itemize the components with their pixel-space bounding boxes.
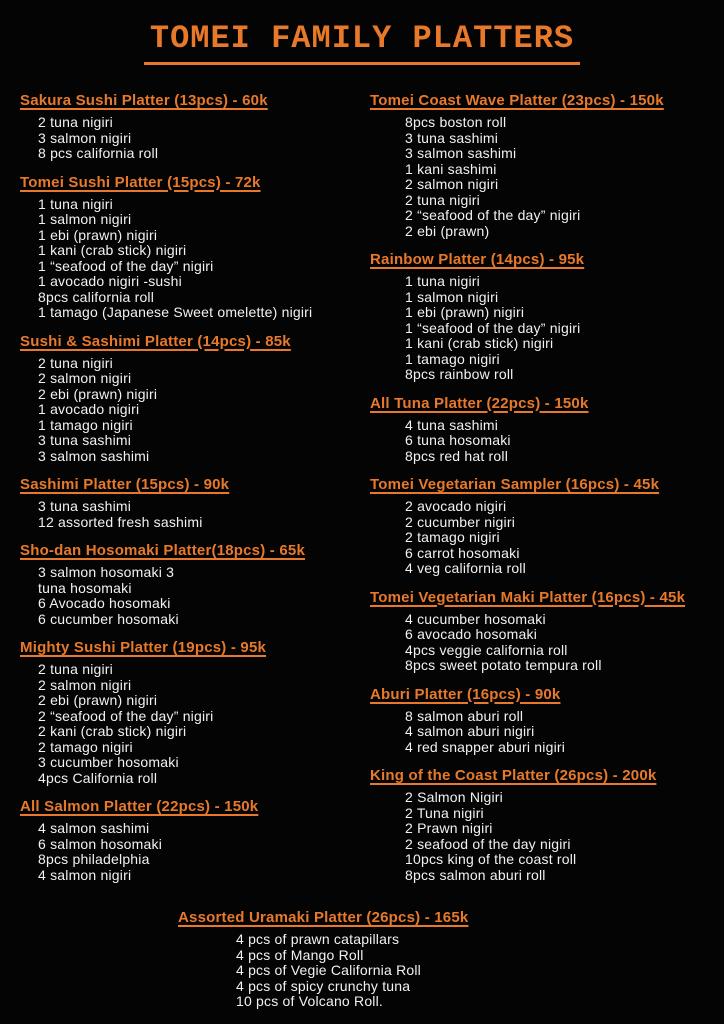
platter-item: 2 cucumber nigiri [405, 513, 515, 530]
platter-item: 8pcs california roll [38, 288, 155, 305]
platter-item: 3 salmon sashimi [38, 447, 150, 464]
platter-heading: Rainbow Platter (14pcs) - 95k [370, 251, 585, 268]
platter-section [178, 909, 724, 1010]
platter-item: 1 tamago nigiri [38, 416, 133, 433]
platter-item: 1 tuna nigiri [405, 273, 480, 289]
platter-item: 6 carrot hosomaki [405, 544, 520, 561]
platter-item: 4 salmon sashimi [38, 820, 150, 836]
platter-item: 8pcs salmon aburi roll [405, 866, 546, 883]
platter-item: 8pcs rainbow roll [405, 366, 514, 382]
platter-item: 4 pcs of Vegie California Roll [236, 962, 421, 978]
platter-item: 4 red snapper aburi nigiri [405, 738, 566, 755]
platter-item: 3 cucumber hosomaki [38, 754, 179, 770]
platter-heading: King of the Coast Platter (26pcs) - 200k [370, 767, 657, 784]
platter-section [370, 476, 706, 577]
platter-item: 3 salmon sashimi [405, 145, 517, 161]
platter-section [370, 395, 706, 465]
platter-item: 10pcs king of the coast roll [405, 851, 577, 867]
platter-section [20, 542, 370, 627]
platter-item-list [38, 499, 370, 530]
platter-item: 1 kani sashimi [405, 160, 497, 177]
platter-heading: Sakura Sushi Platter (13pcs) - 60k [20, 92, 268, 109]
platter-item-list [405, 790, 706, 883]
platter-heading: Sushi & Sashimi Platter (14pcs) - 85k [20, 332, 291, 350]
platter-item: 1 avocado nigiri -sushi [38, 273, 182, 289]
platter-item: 4 tuna sashimi [405, 416, 499, 433]
platter-item-list [405, 418, 706, 465]
platter-item: 2 avocado nigiri [405, 498, 507, 514]
platter-item: 1 “seafood of the day” nigiri [405, 319, 581, 336]
platter-item-list [405, 115, 706, 239]
platter-item: 8pcs boston roll [405, 114, 507, 130]
platter-item: 4 pcs of prawn catapillars [236, 931, 400, 947]
platter-section [370, 251, 706, 383]
platter-item: 6 cucumber hosomaki [38, 610, 179, 627]
platter-item-list [38, 821, 370, 883]
platter-section [20, 174, 370, 321]
platter-item-list [405, 499, 706, 577]
platter-item: 2 “seafood of the day” nigiri [405, 207, 581, 223]
platter-heading: Sho-dan Hosomaki Platter(18pcs) - 65k [20, 542, 305, 559]
platter-heading: Tomei Vegetarian Maki Platter (16pcs) - 45k [370, 588, 686, 606]
platter-section [20, 92, 370, 162]
platter-item: 1 ebi (prawn) nigiri [38, 226, 158, 243]
platter-item: 3 salmon nigiri [38, 129, 132, 146]
platter-section [370, 589, 706, 674]
platter-item: 1 kani (crab stick) nigiri [38, 242, 187, 258]
right-column [370, 92, 706, 895]
platter-item: 1 tuna nigiri [38, 195, 113, 212]
platter-item: 1 ebi (prawn) nigiri [405, 304, 525, 320]
platter-item: 2 Salmon Nigiri [405, 789, 503, 805]
platter-item: tuna hosomaki [38, 579, 132, 596]
platter-heading: All Salmon Platter (22pcs) - 150k [20, 798, 259, 815]
platter-item: 1 tamago nigiri [405, 350, 500, 367]
platter-item: 2 Prawn nigiri [405, 820, 493, 836]
platter-item: 2 salmon nigiri [38, 676, 132, 693]
platter-item-list [405, 274, 706, 383]
left-column [20, 92, 370, 895]
platter-heading: Tomei Coast Wave Platter (23pcs) - 150k [370, 92, 664, 109]
platter-item: 1 avocado nigiri [38, 401, 140, 417]
platter-item: 1 salmon nigiri [38, 211, 132, 227]
platter-item: 2 salmon nigiri [38, 370, 132, 386]
platter-item: 2 tamago nigiri [405, 529, 500, 545]
platter-item: 3 tuna sashimi [38, 498, 132, 514]
platter-item: 4 pcs of Mango Roll [236, 946, 364, 963]
platter-item-list [38, 565, 370, 627]
platter-item: 2 seafood of the day nigiri [405, 835, 571, 852]
platter-section [370, 686, 706, 756]
platter-item-list [405, 612, 706, 674]
platter-item: 1 “seafood of the day” nigiri [38, 257, 214, 274]
platter-item: 8 salmon aburi roll [405, 707, 524, 724]
platter-section [370, 767, 706, 883]
bottom-section [178, 909, 724, 1010]
platter-item: 1 tamago (Japanese Sweet omelette) nigiri [38, 304, 313, 320]
platter-item: 6 Avocado hosomaki [38, 595, 171, 611]
platter-item: 2 tuna nigiri [405, 191, 480, 208]
platter-item: 2 tuna nigiri [38, 354, 113, 371]
platter-item-list [236, 932, 724, 1010]
platter-item: 4 veg california roll [405, 560, 526, 576]
platter-item: 2 kani (crab stick) nigiri [38, 723, 187, 739]
platter-item: 4 salmon aburi nigiri [405, 723, 535, 739]
platter-item: 1 kani (crab stick) nigiri [405, 335, 554, 351]
menu-columns [0, 65, 724, 895]
platter-item: 2 Tuna nigiri [405, 804, 484, 821]
platter-item: 12 assorted fresh sashimi [38, 513, 203, 530]
platter-heading: Assorted Uramaki Platter (26pcs) - 165k [178, 909, 469, 926]
platter-item: 6 salmon hosomaki [38, 835, 163, 852]
platter-heading: All Tuna Platter (22pcs) - 150k [370, 394, 589, 412]
platter-item: 2 ebi (prawn) nigiri [38, 385, 158, 402]
platter-section [20, 639, 370, 786]
platter-section [20, 333, 370, 465]
platter-item-list [38, 115, 370, 162]
platter-item: 2 tuna nigiri [38, 661, 113, 677]
platter-item: 2 tuna nigiri [38, 114, 113, 130]
platter-item: 2 “seafood of the day” nigiri [38, 707, 214, 724]
platter-item: 4 cucumber hosomaki [405, 610, 546, 627]
platter-item: 8pcs philadelphia [38, 851, 150, 867]
platter-item-list [405, 709, 706, 756]
platter-item: 4pcs California roll [38, 769, 158, 786]
platter-item: 8pcs sweet potato tempura roll [405, 657, 602, 673]
platter-section [370, 92, 706, 239]
page-title: TOMEI FAMILY PLATTERS [144, 20, 580, 65]
platter-item-list [38, 356, 370, 465]
title-wrap [0, 0, 724, 65]
platter-item: 4pcs veggie california roll [405, 641, 568, 658]
platter-heading: Aburi Platter (16pcs) - 90k [370, 685, 561, 703]
platter-item: 2 ebi (prawn) [405, 222, 490, 239]
platter-item: 4 pcs of spicy crunchy tuna [236, 977, 411, 994]
platter-item-list [38, 662, 370, 786]
platter-item: 4 salmon nigiri [38, 866, 132, 883]
platter-item: 10 pcs of Volcano Roll. [236, 993, 384, 1009]
platter-item: 3 tuna sashimi [38, 432, 132, 448]
platter-item: 2 ebi (prawn) nigiri [38, 692, 158, 708]
platter-item: 1 salmon nigiri [405, 288, 499, 305]
platter-item: 6 tuna hosomaki [405, 432, 511, 448]
platter-heading: Sashimi Platter (15pcs) - 90k [20, 476, 230, 493]
platter-heading: Mighty Sushi Platter (19pcs) - 95k [20, 639, 267, 656]
platter-item: 2 salmon nigiri [405, 176, 499, 192]
platter-heading: Tomei Sushi Platter (15pcs) - 72k [20, 173, 261, 191]
platter-section [20, 476, 370, 530]
platter-item-list [38, 197, 370, 321]
platter-item: 3 salmon hosomaki 3 [38, 564, 175, 580]
platter-item: 2 tamago nigiri [38, 738, 133, 755]
platter-item: 3 tuna sashimi [405, 129, 499, 146]
platter-item: 8 pcs california roll [38, 145, 159, 161]
platter-item: 6 avocado hosomaki [405, 626, 538, 642]
platter-section [20, 798, 370, 883]
platter-heading: Tomei Vegetarian Sampler (16pcs) - 45k [370, 476, 660, 493]
platter-item: 8pcs red hat roll [405, 447, 509, 464]
